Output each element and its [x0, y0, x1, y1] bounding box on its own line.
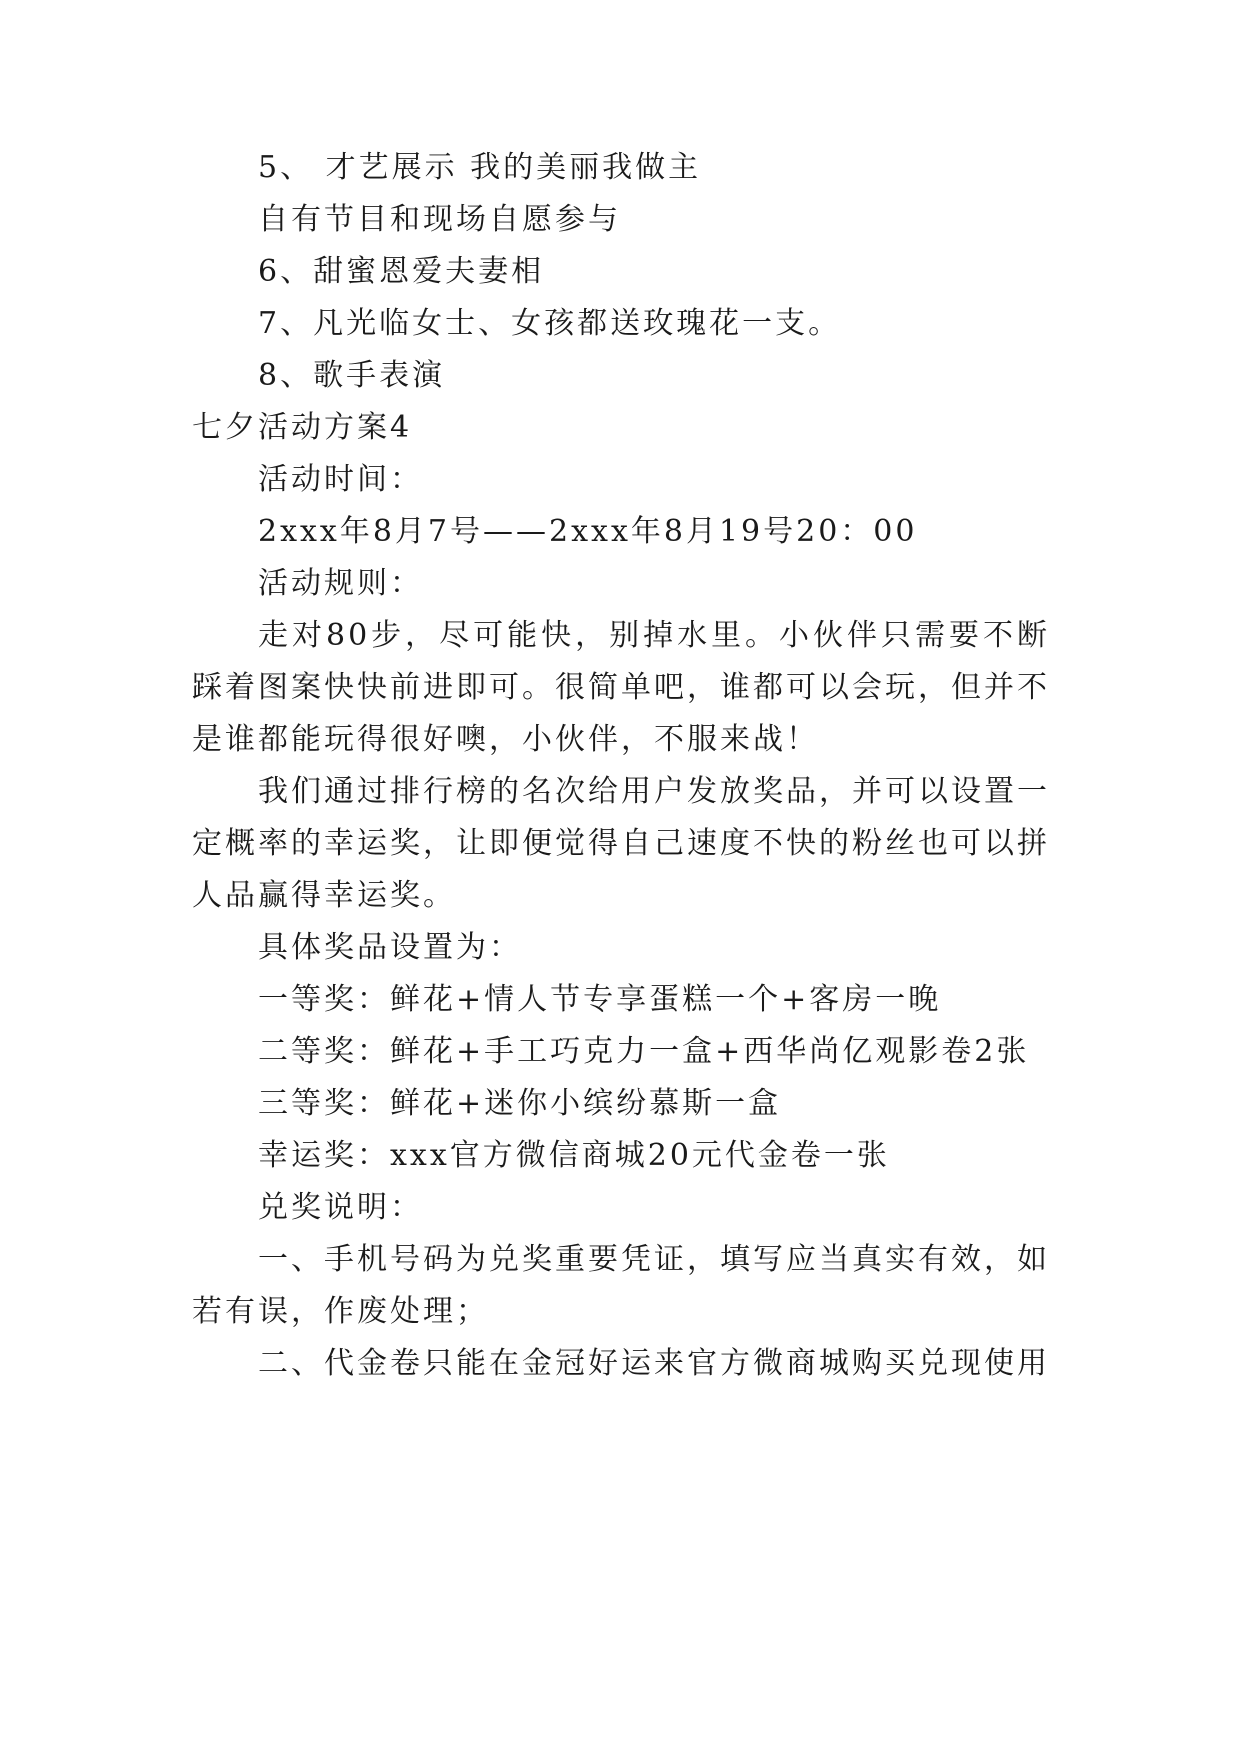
list-item-singer: 8、歌手表演: [258, 358, 446, 393]
paragraph-line: 我们通过排行榜的名次给用户发放奖品，并可以设置一: [258, 774, 1050, 809]
paragraph-line: 一、手机号码为兑奖重要凭证，填写应当真实有效，如: [258, 1242, 1050, 1277]
paragraph-line: 二、代金卷只能在金冠好运来官方微商城购买兑现使用: [258, 1346, 1050, 1381]
paragraph-line: 走对80步，尽可能快，别掉水里。小伙伴只需要不断: [258, 618, 1050, 653]
prize-second: 二等奖：鲜花+手工巧克力一盒+西华尚亿观影卷2张: [258, 1034, 1030, 1069]
list-item-roses: 7、凡光临女士、女孩都送玫瑰花一支。: [258, 306, 842, 341]
label-prize-settings: 具体奖品设置为：: [258, 930, 522, 965]
list-item-couple: 6、甜蜜恩爱夫妻相: [258, 254, 545, 289]
list-item-talent-show: 5、 才艺展示 我的美丽我做主: [258, 150, 702, 185]
prize-lucky: 幸运奖：xxx官方微信商城20元代金卷一张: [258, 1138, 890, 1173]
paragraph-line: 踩着图案快快前进即可。很简单吧，谁都可以会玩，但并不: [192, 670, 1050, 705]
paragraph-line: 是谁都能玩得很好噢，小伙伴，不服来战！: [192, 722, 819, 757]
prize-third: 三等奖：鲜花+迷你小缤纷慕斯一盒: [258, 1086, 782, 1121]
paragraph-line: 定概率的幸运奖，让即便觉得自己速度不快的粉丝也可以拼: [192, 826, 1050, 861]
paragraph-line: 若有误，作废处理；: [192, 1294, 489, 1329]
activity-time-value: 2xxx年8月7号——2xxx年8月19号20：00: [258, 514, 918, 549]
label-redemption: 兑奖说明：: [258, 1190, 423, 1225]
paragraph-line: 自有节目和现场自愿参与: [258, 202, 621, 237]
section-heading: 七夕活动方案4: [192, 410, 413, 445]
label-activity-rules: 活动规则：: [258, 566, 423, 601]
label-activity-time: 活动时间：: [258, 462, 423, 497]
paragraph-line: 人品赢得幸运奖。: [192, 878, 456, 913]
prize-first: 一等奖：鲜花+情人节专享蛋糕一个+客房一晚: [258, 982, 942, 1017]
